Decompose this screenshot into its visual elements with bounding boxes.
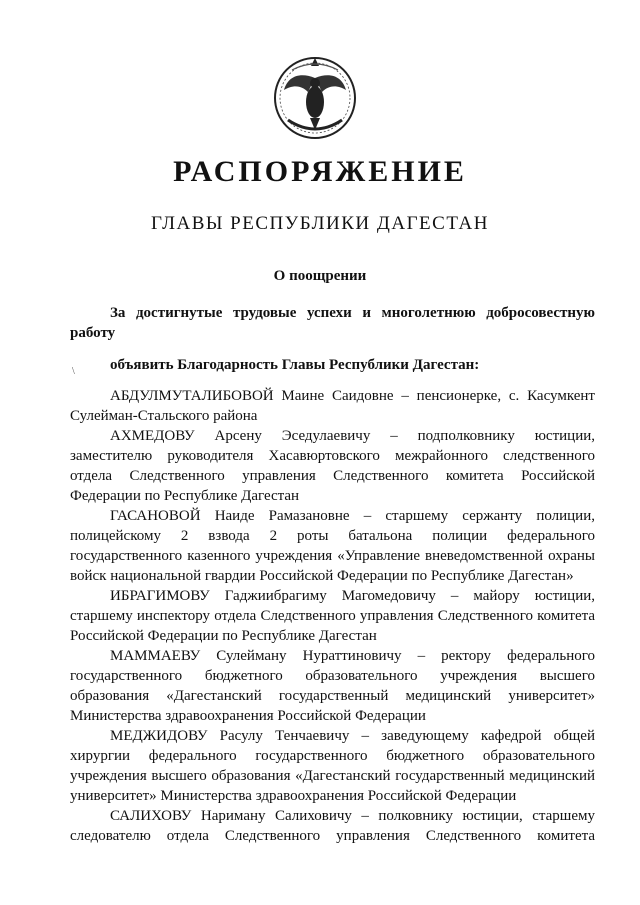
document-subject: О поощрении [273,268,367,284]
list-item: ГАСАНОВОЙ Наиде Рамазановне – старшему сержанту полиции, полицейскому 2 взвода 2 роты батальона полиции федерального государственного казенного учреждения «Управление вневедомственной охраны войск национальной гвардии Российской Федерации по Республике Дагестан» [70,508,595,584]
margin-mark: \ [72,366,75,377]
document-subtitle: ГЛАВЫ РЕСПУБЛИКИ ДАГЕСТАН [151,213,489,234]
list-item: ИБРАГИМОВУ Гаджиибрагиму Магомедовичу – майору юстиции, старшему инспектору отдела Следственного управления Следственного комитета Российской Федерации по Республике Дагестан [70,588,595,644]
list-item: МАММАЕВУ Сулейману Нураттиновичу – ректору федерального государственного бюджетного образовательного учреждения высшего образования «Дагестанский государственный медицинский университет» Министерства здравоохранения Российской Федерации [70,648,595,724]
list-item: АБДУЛМУТАЛИБОВОЙ Маине Саидовне – пенсионерке, с. Касумкент Сулейман-Стальского района [70,388,595,424]
list-item: САЛИХОВУ Нариману Салиховичу – полковнику юстиции, старшему следователю отдела Следственного управления Следственного комитета [70,808,595,844]
document-title: РАСПОРЯЖЕНИЕ [173,155,467,188]
declaration: объявить Благодарность Главы Республики Дагестан: [110,357,480,373]
list-item: АХМЕДОВУ Арсену Эседулаевичу – подполковнику юстиции, заместителю руководителя Хасавюртовского межрайонного следственного отдела Следственного управления Следственного комитета Российской Федерации по Республике Дагестан [70,428,595,504]
coat-of-arms-icon [270,50,360,145]
preamble: За достигнутые трудовые успехи и многолетнюю добросовестную работу [70,305,595,341]
list-item: МЕДЖИДОВУ Расулу Тенчаевичу – заведующему кафедрой общей хирургии федерального государственного бюджетного образовательного учреждения высшего образования «Дагестанский государственный медицинский университет» Министерства здравоохранения Российской Федерации [70,728,595,804]
award-list [70,386,595,846]
